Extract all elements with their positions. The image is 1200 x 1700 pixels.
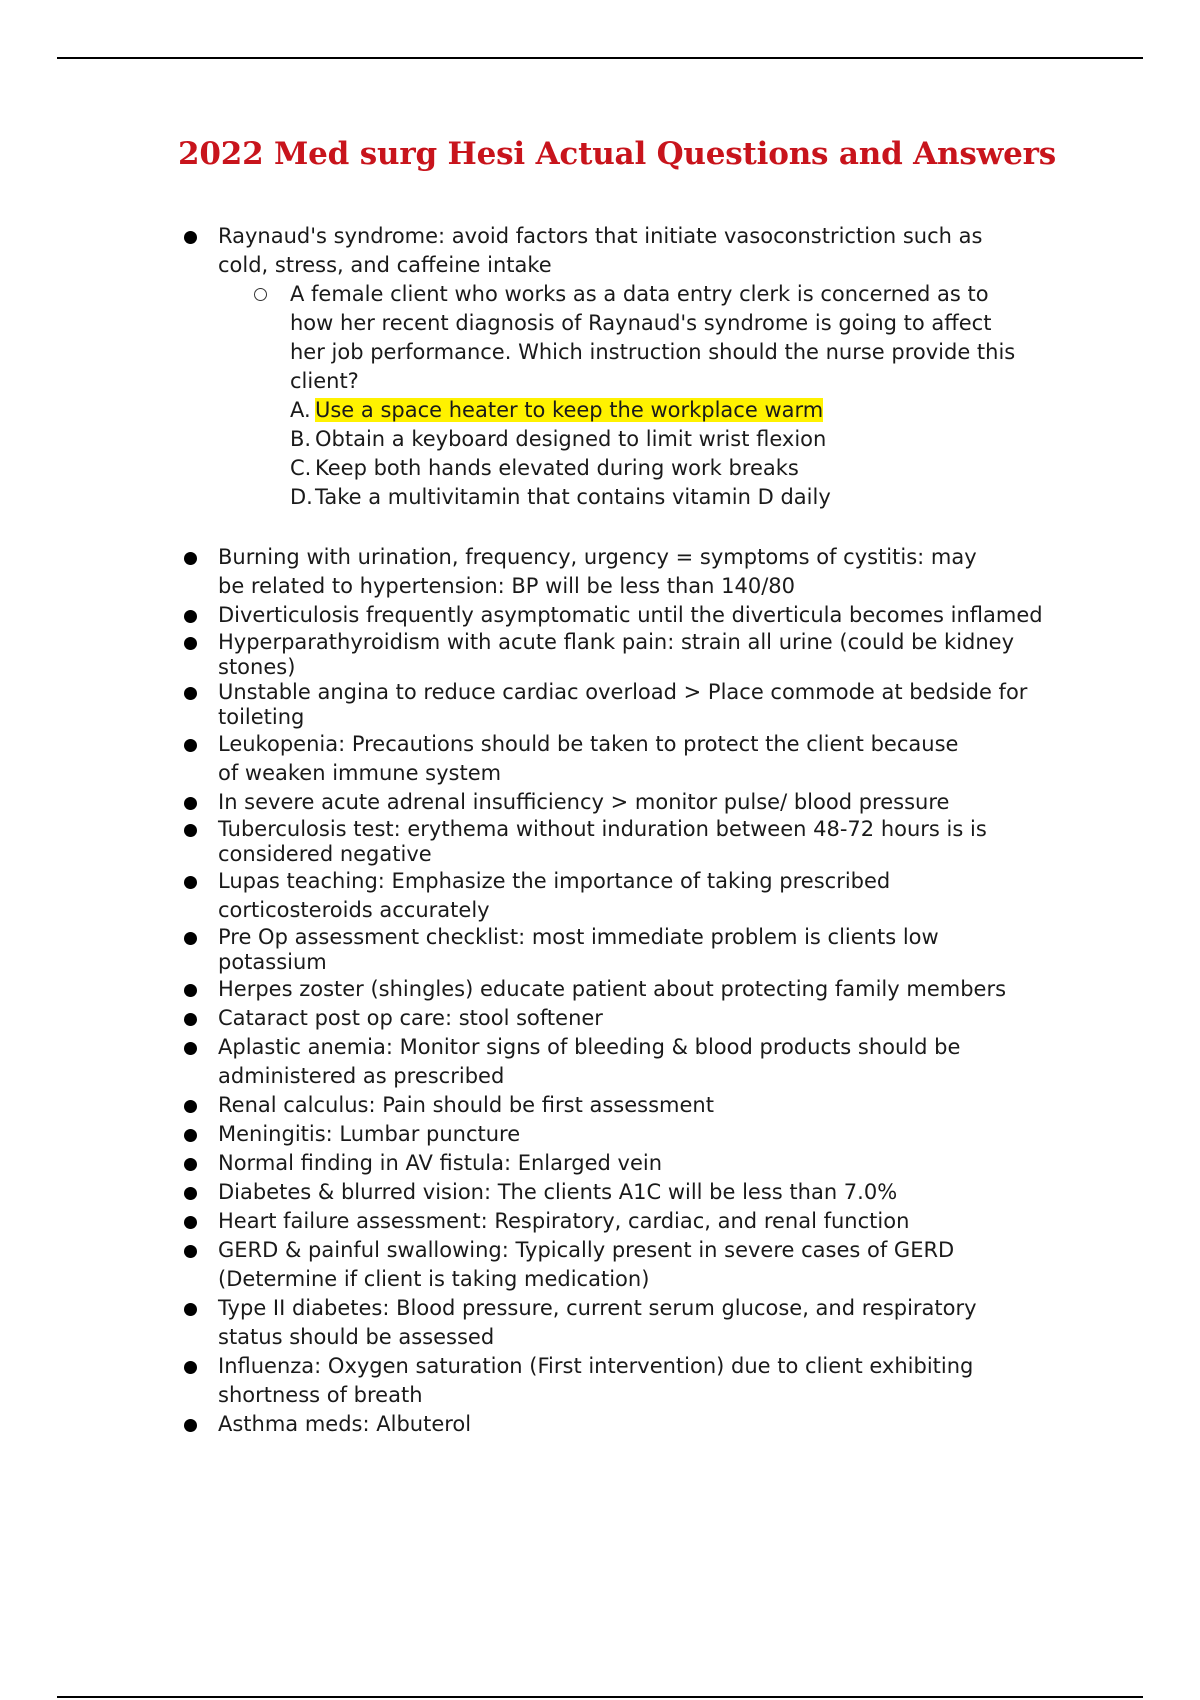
answer-option-a	[290, 396, 1110, 425]
bullet-icon	[184, 552, 197, 565]
item-text-line: (Determine if client is taking medication)	[218, 1267, 650, 1291]
list-item	[180, 1410, 1110, 1439]
item-text-line: status should be assessed	[218, 1325, 495, 1349]
list-item	[180, 817, 1110, 867]
question-line: A female client who works as a data entry clerk is concerned as to	[290, 282, 989, 306]
bullet-icon	[184, 687, 197, 700]
option-text: Take a multivitamin that contains vitamin D daily	[315, 485, 831, 509]
list-item	[180, 1207, 1110, 1236]
item-text-line: In severe acute adrenal insufficiency > monitor pulse/ blood pressure	[218, 790, 950, 814]
list-item	[180, 543, 1110, 601]
bullet-icon	[184, 1187, 197, 1200]
item-text-line: Heart failure assessment: Respiratory, cardiac, and renal function	[218, 1209, 910, 1233]
bullet-icon	[184, 1042, 197, 1055]
item-text-line: toileting	[218, 705, 305, 729]
option-text-highlighted: Use a space heater to keep the workplace warm	[315, 398, 824, 422]
list-item	[180, 867, 1110, 925]
bullet-icon	[184, 1158, 197, 1171]
answer-option-d	[290, 483, 1110, 512]
bullet-icon	[184, 1303, 197, 1316]
item-text-line: Type II diabetes: Blood pressure, current serum glucose, and respiratory	[218, 1296, 977, 1320]
list-item	[180, 1352, 1110, 1410]
list-item-raynauds	[180, 222, 1110, 512]
item-text-line: Hyperparathyroidism with acute flank pain: strain all urine (could be kidney	[218, 630, 1015, 654]
item-text-line: Normal finding in AV fistula: Enlarged vein	[218, 1151, 663, 1175]
item-text-line: shortness of breath	[218, 1383, 423, 1407]
item-text-line: Influenza: Oxygen saturation (First intervention) due to client exhibiting	[218, 1354, 974, 1378]
list-item	[180, 925, 1110, 975]
list-item	[180, 1149, 1110, 1178]
list-item	[180, 630, 1110, 680]
item-text-line: considered negative	[218, 842, 432, 866]
bullet-icon	[184, 231, 197, 244]
list-item	[180, 788, 1110, 817]
list-item	[180, 1294, 1110, 1352]
bullet-icon	[184, 876, 197, 889]
bullet-icon	[184, 610, 197, 623]
item-text-line: Raynaud's syndrome: avoid factors that initiate vasoconstriction such as	[218, 224, 983, 248]
hollow-bullet-icon	[254, 288, 267, 301]
item-text-line: potassium	[218, 950, 327, 974]
answer-option-b	[290, 425, 1110, 454]
sub-list	[218, 280, 1110, 512]
bullet-icon	[184, 984, 197, 997]
item-text-line: Diverticulosis frequently asymptomatic until the diverticula becomes inflamed	[218, 603, 1043, 627]
answer-option-c	[290, 454, 1110, 483]
option-text: Obtain a keyboard designed to limit wrist flexion	[315, 427, 827, 451]
answer-options	[290, 396, 1110, 512]
item-text-line: stones)	[218, 655, 296, 679]
bullet-icon	[184, 1419, 197, 1432]
document-body	[180, 222, 1110, 1439]
item-text-line: Asthma meds: Albuterol	[218, 1412, 472, 1436]
bullet-icon	[184, 637, 197, 650]
item-text-line: GERD & painful swallowing: Typically present in severe cases of GERD	[218, 1238, 955, 1262]
item-text-line: Lupas teaching: Emphasize the importance of taking prescribed	[218, 869, 891, 893]
item-text-line: corticosteroids accurately	[218, 898, 490, 922]
bullet-icon	[184, 1100, 197, 1113]
bullet-icon	[184, 1129, 197, 1142]
option-text: Keep both hands elevated during work breaks	[315, 456, 799, 480]
item-text-line: of weaken immune system	[218, 761, 502, 785]
item-text-line: cold, stress, and caffeine intake	[218, 253, 552, 277]
list-item	[180, 1178, 1110, 1207]
option-letter: A.	[290, 398, 311, 422]
list-item	[180, 730, 1110, 788]
bullet-icon	[184, 932, 197, 945]
list-item	[180, 1091, 1110, 1120]
item-text-line: Diabetes & blurred vision: The clients A1C will be less than 7.0%	[218, 1180, 898, 1204]
item-text-line: Herpes zoster (shingles) educate patient about protecting family members	[218, 977, 1007, 1001]
bullet-icon	[184, 824, 197, 837]
list-item	[180, 601, 1110, 630]
bullet-icon	[184, 1245, 197, 1258]
list-item	[180, 975, 1110, 1004]
item-text-line: Pre Op assessment checklist: most immediate problem is clients low	[218, 925, 939, 949]
item-text-line: Aplastic anemia: Monitor signs of bleeding & blood products should be	[218, 1035, 961, 1059]
list-item	[180, 680, 1110, 730]
option-letter: D.	[290, 485, 313, 509]
sub-list-item-question	[218, 280, 1110, 512]
item-text-line: administered as prescribed	[218, 1064, 505, 1088]
list-item	[180, 1120, 1110, 1149]
bullet-icon	[184, 1361, 197, 1374]
question-line: how her recent diagnosis of Raynaud's syndrome is going to affect	[290, 311, 992, 335]
top-rule	[57, 57, 1143, 59]
item-text-line: Tuberculosis test: erythema without induration between 48-72 hours is is	[218, 817, 987, 841]
list-item	[180, 1236, 1110, 1294]
question-line: her job performance. Which instruction should the nurse provide this	[290, 340, 1016, 364]
bullet-icon	[184, 1013, 197, 1026]
item-text-line: Cataract post op care: stool softener	[218, 1006, 603, 1030]
item-text-line: Burning with urination, frequency, urgency = symptoms of cystitis: may	[218, 545, 977, 569]
bullet-list	[180, 222, 1110, 1439]
list-item	[180, 1004, 1110, 1033]
item-text-line: Leukopenia: Precautions should be taken to protect the client because	[218, 732, 959, 756]
bullet-icon	[184, 797, 197, 810]
option-letter: B.	[290, 427, 312, 451]
bottom-rule	[57, 1696, 1143, 1698]
document-title: 2022 Med surg Hesi Actual Questions and Answers	[177, 136, 1057, 172]
bullet-icon	[184, 1216, 197, 1229]
item-text-line: be related to hypertension: BP will be less than 140/80	[218, 574, 796, 598]
list-item	[180, 1033, 1110, 1091]
bullet-icon	[184, 739, 197, 752]
option-letter: C.	[290, 456, 312, 480]
item-text-line: Unstable angina to reduce cardiac overload > Place commode at bedside for	[218, 680, 1028, 704]
question-line: client?	[290, 369, 359, 393]
item-text-line: Meningitis: Lumbar puncture	[218, 1122, 521, 1146]
item-text-line: Renal calculus: Pain should be first assessment	[218, 1093, 714, 1117]
